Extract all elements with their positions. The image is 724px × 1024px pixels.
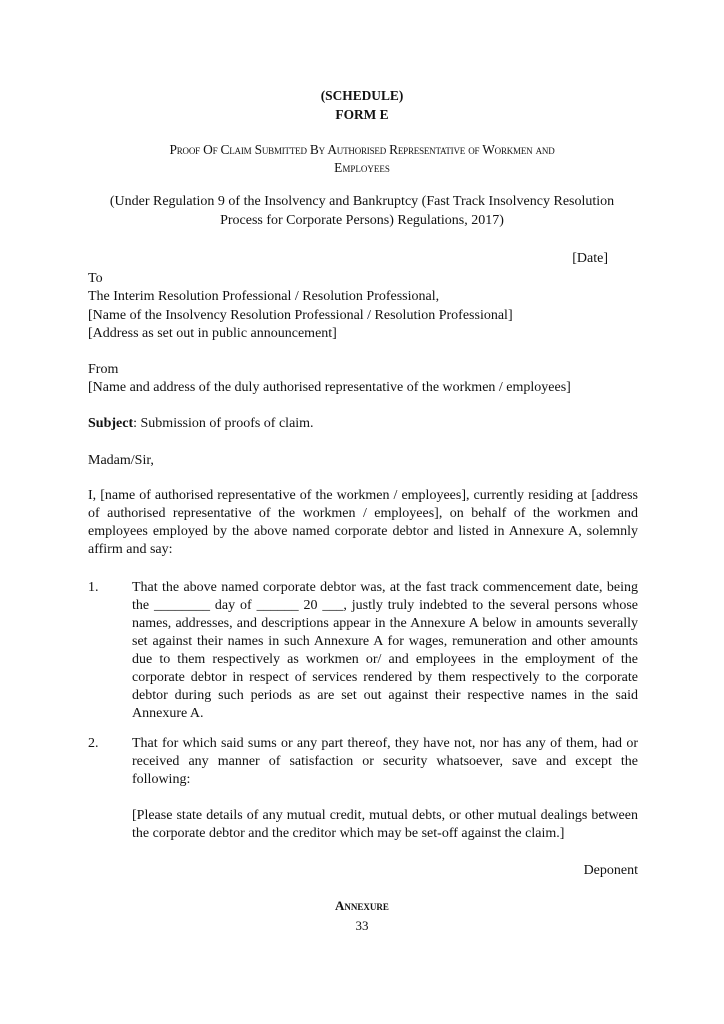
intro-paragraph: I, [name of authorised representative of the workmen / employees], currently residing at [address of authorised representative of the workmen / employees], on behalf of the workmen and employees employed by the above named corporate debtor and listed in Annexure A, solemnly affirm and say: <box>88 488 638 557</box>
to-label: To <box>88 271 103 286</box>
date-placeholder: [Date] <box>572 251 608 266</box>
setoff-note: [Please state details of any mutual credit, mutual debts, or other mutual dealings between the corporate debtor and the creditor which may be set-off against the claim.] <box>132 808 638 841</box>
page-number: 33 <box>355 918 369 933</box>
subject-label: Subject <box>88 416 134 431</box>
item-2-text: That for which said sums or any part thereof, they have not, nor has any of them, had or received any manner of satisfaction or security whatsoever, save and except the following: <box>132 736 638 787</box>
to-line-3: [Address as set out in public announcement] <box>88 326 337 341</box>
form-title-line-1: Proof Of Claim Submitted By Authorised Representative of Workmen and <box>169 142 555 157</box>
form-heading: FORM E <box>335 107 389 122</box>
schedule-heading: (SCHEDULE) <box>320 88 404 103</box>
subject-line <box>88 415 314 433</box>
deponent-label: Deponent <box>583 863 638 878</box>
from-label: From <box>88 362 119 377</box>
to-line-2: [Name of the Insolvency Resolution Professional / Resolution Professional] <box>88 308 513 323</box>
to-line-1: The Interim Resolution Professional / Resolution Professional, <box>88 289 440 304</box>
regulation-line-2: Process for Corporate Persons) Regulations, 2017) <box>220 213 504 228</box>
item-2-number: 2. <box>88 736 99 751</box>
from-line-1: [Name and address of the duly authorised representative of the workmen / employees] <box>88 380 571 395</box>
annexure-heading: Annexure <box>335 898 389 913</box>
item-1-number: 1. <box>88 580 99 595</box>
subject-text: : Submission of proofs of claim. <box>133 416 314 431</box>
item-1-text: That the above named corporate debtor was, at the fast track commencement date, being the ________ day of ______ 20 ___, justly truly indebted to the several persons whose names, addresses, and descriptions appear in the Annexure A below in amounts severally set against their names in such Annexure A for wages, remuneration and other amounts due to them respectively as workmen or/ and employees in the employment of the corporate debtor in respect of services rendered by them respectively to the corporate debtor during such periods as are set out against their respective names in the said Annexure A. <box>132 580 638 721</box>
salutation: Madam/Sir, <box>88 453 154 468</box>
form-title-line-2: Employees <box>334 160 390 175</box>
regulation-line-1: (Under Regulation 9 of the Insolvency and Bankruptcy (Fast Track Insolvency Resolution <box>109 194 615 209</box>
